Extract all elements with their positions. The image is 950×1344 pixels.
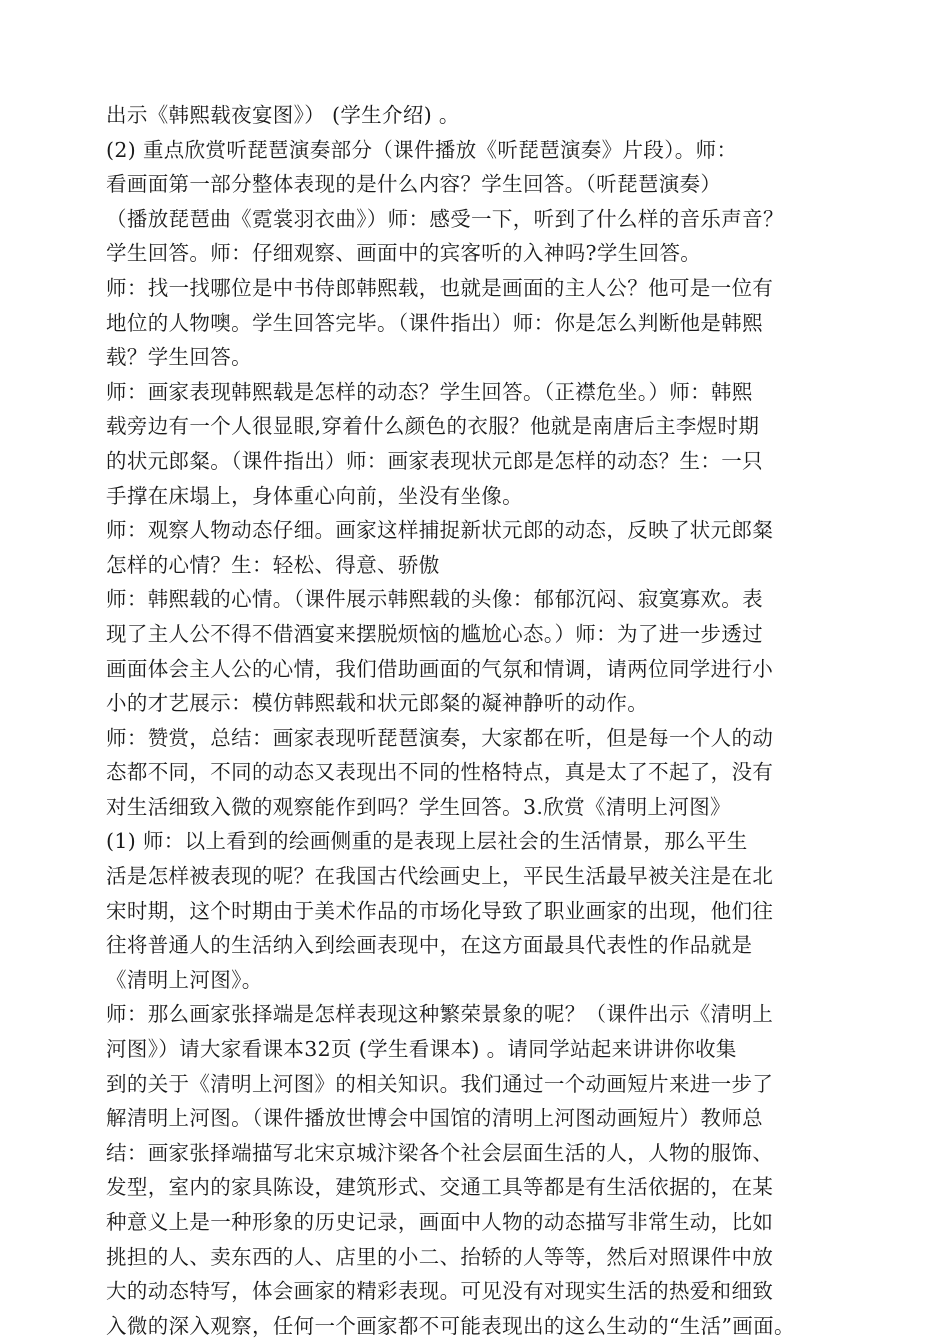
text-line: 的状元郎粲。（课件指出）师：画家表现状元郎是怎样的动态？生：一只: [106, 448, 763, 473]
text-line: 画面体会主人公的心情，我们借助画面的气氛和情调，请两位同学进行小: [106, 656, 774, 681]
text-line: （播放琵琶曲《霓裳羽衣曲》）师：感受一下，听到了什么样的音乐声音？: [106, 206, 784, 231]
text-line: 出示《韩熙载夜宴图》） (学生介绍) 。: [106, 103, 460, 127]
text-line: 《清明上河图》。: [106, 967, 263, 992]
text-line: 河图》）请大家看课本32页 (学生看课本) 。请同学站起来讲讲你收集: [106, 1037, 737, 1062]
text-line: (1) 师：以上看到的绘画侧重的是表现上层社会的生活情景，那么平生: [106, 829, 748, 854]
text-line: 看画面第一部分整体表现的是什么内容？学生回答。（听琵琶演奏）: [106, 172, 722, 197]
text-line: 现了主人公不得不借酒宴来摆脱烦恼的尴尬心态。）师：为了进一步透过: [106, 621, 763, 646]
text-line: 师：观察人物动态仔细。画家这样捕捉新状元郎的动态，反映了状元郎粲: [106, 518, 774, 543]
text-line: (2) 重点欣赏听琵琶演奏部分（课件播放《听琵琶演奏》片段）。师：: [106, 137, 738, 162]
text-line: 大的动态特写，体会画家的精彩表现。可见没有对现实生活的热爱和细致: [106, 1279, 774, 1304]
text-line: 师：画家表现韩熙载是怎样的动态？学生回答。（正襟危坐。）师：韩熙: [106, 379, 753, 404]
text-line: 挑担的人、卖东西的人、店里的小二、抬轿的人等等，然后对照课件中放: [106, 1244, 774, 1269]
text-line: 入微的深入观察，任何一个画家都不可能表现出的这么生动的“生活”画面。: [106, 1313, 795, 1338]
text-line: 怎样的心情？生：轻松、得意、骄傲: [106, 552, 440, 577]
text-line: 宋时期，这个时期由于美术作品的市场化导致了职业画家的出现，他们往: [106, 898, 774, 923]
text-line: 载旁边有一个人很显眼,穿着什么颜色的衣服？他就是南唐后主李煜时期: [106, 414, 760, 439]
text-line: 态都不同，不同的动态又表现出不同的性格特点，真是太了不起了，没有: [106, 760, 774, 785]
text-line: 结：画家张择端描写北宋京城汴梁各个社会层面生活的人，人物的服饰、: [106, 1140, 774, 1165]
document-body: [106, 98, 866, 1343]
text-line: 学生回答。师：仔细观察、画面中的宾客听的入神吗?学生回答。: [106, 241, 702, 266]
text-line: 往将普通人的生活纳入到绘画表现中，在这方面最具代表性的作品就是: [106, 933, 753, 958]
text-line: 解清明上河图。（课件播放世博会中国馆的清明上河图动画短片）教师总: [106, 1106, 763, 1131]
text-line: 师：赞赏，总结：画家表现听琵琶演奏，大家都在听，但是每一个人的动: [106, 725, 774, 750]
text-line: 手撑在床塌上，身体重心向前，坐没有坐像。: [106, 483, 523, 508]
text-line: 师：找一找哪位是中书侍郎韩熙载，也就是画面的主人公？他可是一位有: [106, 275, 774, 300]
text-line: 对生活细致入微的观察能作到吗？学生回答。3.欣赏《清明上河图》: [106, 794, 731, 819]
text-line: 发型，室内的家具陈设，建筑形式、交通工具等都是有生活依据的，在某: [106, 1175, 774, 1200]
text-line: 地位的人物噢。学生回答完毕。（课件指出）师：你是怎么判断他是韩熙: [106, 310, 763, 335]
text-line: 活是怎样被表现的呢？在我国古代绘画史上，平民生活最早被关注是在北: [106, 864, 774, 889]
text-line: 到的关于《清明上河图》的相关知识。我们通过一个动画短片来进一步了: [106, 1071, 774, 1096]
text-line: 师：那么画家张择端是怎样表现这种繁荣景象的呢？（课件出示《清明上: [106, 1002, 774, 1027]
text-line: 师：韩熙载的心情。（课件展示韩熙载的头像：郁郁沉闷、寂寞寡欢。表: [106, 587, 763, 612]
text-line: 种意义上是一种形象的历史记录，画面中人物的动态描写非常生动，比如: [106, 1210, 774, 1234]
text-line: 载？学生回答。: [106, 345, 252, 370]
text-line: 小的才艺展示：模仿韩熙载和状元郎粲的凝神静听的动作。: [106, 691, 649, 716]
